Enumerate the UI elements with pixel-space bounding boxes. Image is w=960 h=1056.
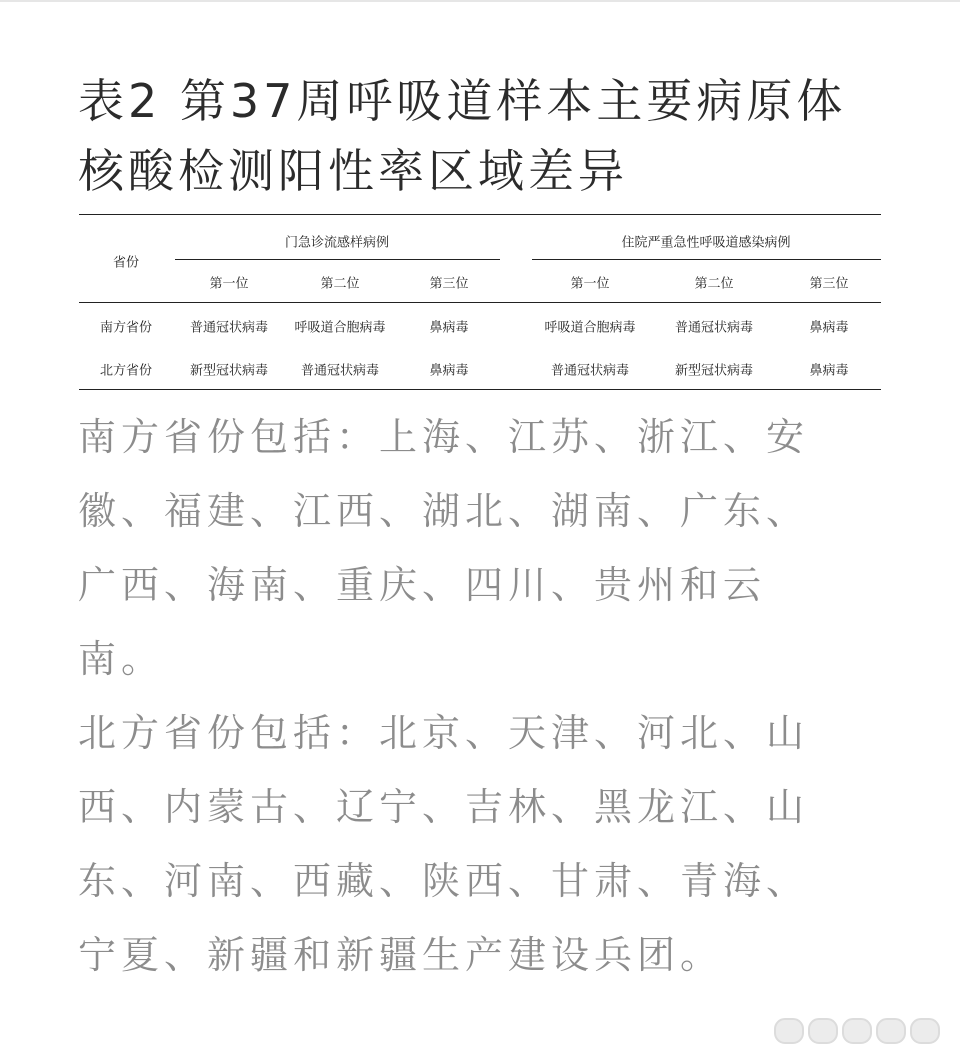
watermark-logo	[774, 1016, 940, 1046]
table-cell: 新型冠状病毒	[674, 363, 754, 379]
table-title	[78, 66, 898, 206]
note-line: 宁夏、新疆和新疆生产建设兵团。	[78, 933, 724, 977]
note-line: 东、河南、西藏、陕西、甘肃、青海、	[78, 859, 810, 903]
sub-header: 第二位	[694, 276, 734, 292]
top-divider	[0, 0, 960, 2]
table-cell: 鼻病毒	[809, 363, 849, 379]
note-line: 北方省份包括：北京、天津、河北、山	[78, 711, 810, 755]
table-cell: 呼吸道合胞病毒	[294, 320, 386, 336]
table-cell: 普通冠状病毒	[300, 363, 380, 379]
table-cell: 普通冠状病毒	[189, 320, 269, 336]
south-provinces-note	[78, 400, 898, 696]
north-provinces-note	[78, 696, 898, 992]
table-cell: 普通冠状病毒	[674, 320, 754, 336]
watermark-shape	[842, 1018, 872, 1044]
note-line: 南方省份包括：上海、江苏、浙江、安	[78, 415, 810, 459]
row-label: 南方省份	[99, 320, 153, 336]
note-line: 南。	[78, 637, 165, 681]
group-header-inpatient: 住院严重急性呼吸道感染病例	[621, 235, 791, 251]
sub-header: 第三位	[809, 276, 849, 292]
watermark-shape	[774, 1018, 804, 1044]
watermark-shape	[876, 1018, 906, 1044]
pathogen-table	[79, 214, 881, 389]
note-line: 广西、海南、重庆、四川、贵州和云	[78, 563, 767, 607]
title-line-2: 核酸检测阳性率区域差异	[78, 144, 628, 198]
group2-underline	[532, 259, 881, 260]
group1-underline	[175, 259, 500, 260]
watermark-shape	[910, 1018, 940, 1044]
sub-header: 第一位	[570, 276, 610, 292]
group-header-outpatient: 门急诊流感样病例	[284, 235, 390, 251]
table-bottom-rule	[79, 389, 881, 390]
region-notes	[78, 400, 898, 992]
note-line: 西、内蒙古、辽宁、吉林、黑龙江、山	[78, 785, 810, 829]
table-cell: 呼吸道合胞病毒	[544, 320, 636, 336]
sub-header: 第一位	[209, 276, 249, 292]
table-cell: 普通冠状病毒	[550, 363, 630, 379]
sub-header: 第二位	[320, 276, 360, 292]
table-cell: 鼻病毒	[429, 320, 469, 336]
province-header: 省份	[112, 255, 140, 271]
table-cell: 鼻病毒	[429, 363, 469, 379]
note-line: 徽、福建、江西、湖北、湖南、广东、	[78, 489, 810, 533]
table-cell: 鼻病毒	[809, 320, 849, 336]
sub-header: 第三位	[429, 276, 469, 292]
watermark-shape	[808, 1018, 838, 1044]
title-line-1: 表2 第37周呼吸道样本主要病原体	[78, 74, 847, 128]
table-top-rule	[79, 214, 881, 215]
header-bottom-rule	[79, 302, 881, 303]
table-cell: 新型冠状病毒	[189, 363, 269, 379]
row-label: 北方省份	[99, 363, 153, 379]
